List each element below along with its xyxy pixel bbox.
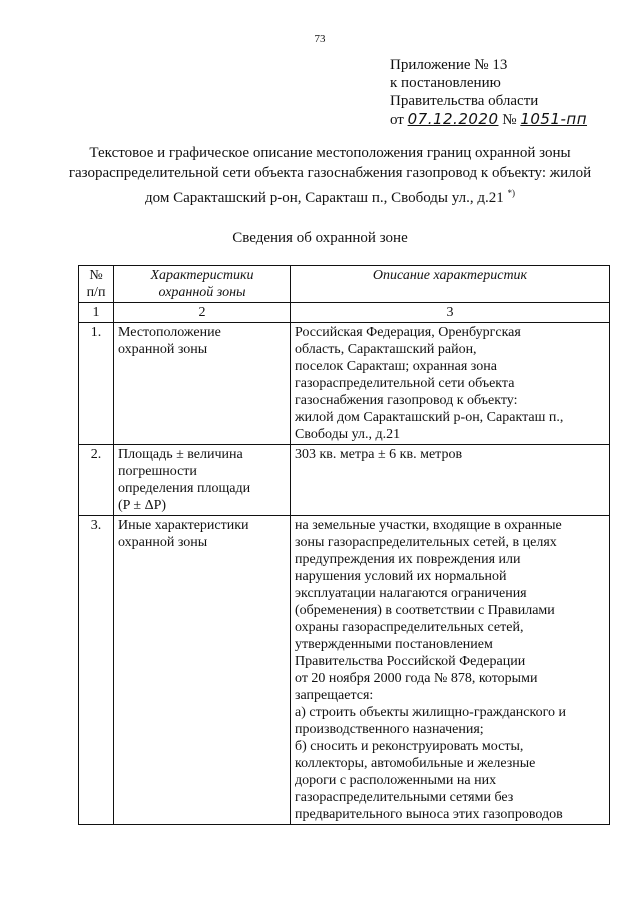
table-row [79, 323, 610, 445]
annex-block [390, 56, 587, 129]
header-characteristic: Характеристики охранной зоны [114, 266, 291, 303]
row-number: 2. [79, 445, 114, 516]
row-description: на земельные участки, входящие в охранные зоны газораспределительных сетей, в целях предупреждения их повреждения или нарушения условий их нормальной эксплуатации налагаются ограничения (обременения) в соответствии с Правилами охраны газораспределительных сетей, утвержденными постановлением Правительства Российской Федерации от 20 ноября 2000 года № 878, которыми запрещается: а) строить объекты жилищно-гражданского и производственного назначения; б) сносить и реконструировать мосты, коллекторы, автомобильные и железные дороги с расположенными на них газораспределительными сетями без предварительного выноса этих газопроводов [291, 516, 610, 825]
row-characteristic: Иные характеристики охранной зоны [114, 516, 291, 825]
title-text: Текстовое и графическое описание местоположения границ охранной зоны газораспределительной сети объекта газоснабжения газопровод к объекту: жилой дом Саракташский р-он, Саракташ п., Свободы ул., д.21 [68, 145, 592, 206]
annex-line-1: Приложение № 13 [390, 57, 508, 73]
column-number: 3 [291, 303, 610, 323]
column-number: 2 [114, 303, 291, 323]
table-header-row [79, 266, 610, 303]
annex-line-2: к постановлению [390, 75, 501, 91]
footnote-mark: *) [507, 188, 515, 198]
table-row [79, 445, 610, 516]
handwritten-number: 1051-пп [520, 110, 588, 128]
page-number: 73 [314, 33, 326, 45]
row-number: 3. [79, 516, 114, 825]
row-number: 1. [79, 323, 114, 445]
number-prefix: № [502, 112, 517, 128]
table-row [79, 516, 610, 825]
column-number: 1 [79, 303, 114, 323]
header-description: Описание характеристик [291, 266, 610, 303]
annex-line-3: Правительства области [390, 93, 539, 109]
row-characteristic: Площадь ± величина погрешности определения площади (P ± ΔP) [114, 445, 291, 516]
document-title [60, 143, 600, 208]
date-prefix: от [390, 112, 404, 128]
annex-order-line [390, 110, 587, 129]
section-subtitle: Сведения об охранной зоне [232, 230, 408, 246]
protection-zone-table [78, 265, 610, 825]
row-description: 303 кв. метра ± 6 кв. метров [291, 445, 610, 516]
header-number: № п/п [79, 266, 114, 303]
row-description: Российская Федерация, Оренбургская область, Саракташский район, поселок Саракташ; охранная зона газораспределительной сети объекта газоснабжения газопровод к объекту: жилой дом Саракташский р-он, Саракташ п., Свободы ул., д.21 [291, 323, 610, 445]
row-characteristic: Местоположение охранной зоны [114, 323, 291, 445]
column-number-row [79, 303, 610, 323]
handwritten-date: 07.12.2020 [407, 110, 499, 128]
